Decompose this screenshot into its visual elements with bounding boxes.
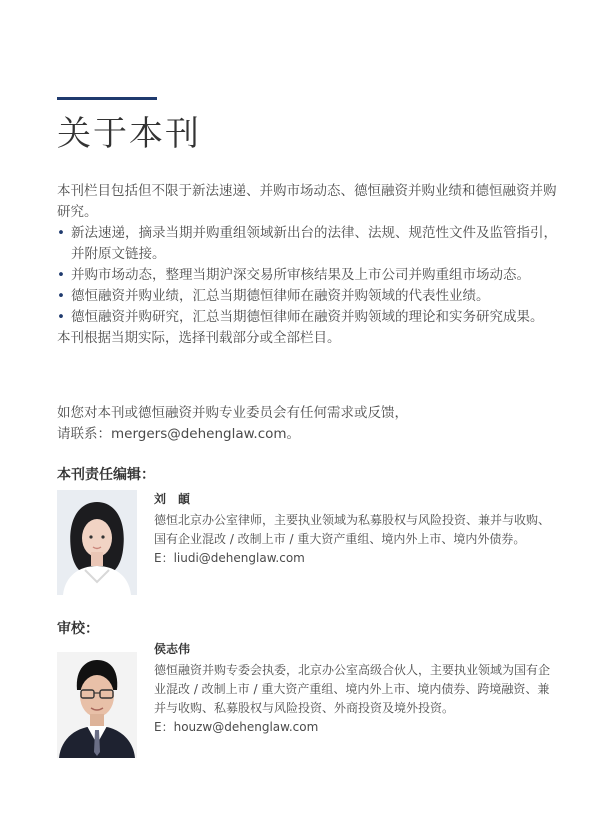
list-item — [57, 265, 557, 286]
intro-closing: 本刊根据当期实际，选择刊载部分或全部栏目。 — [57, 330, 341, 346]
intro-section — [57, 181, 557, 349]
intro-lead: 本刊栏目包括但不限于新法速递、并购市场动态、德恒融资并购业绩和德恒融资并购研究。 — [57, 183, 557, 220]
reviewer-info — [154, 640, 554, 737]
bullet-icon: • — [57, 309, 65, 325]
editor-email[interactable]: E：liudi@dehenglaw.com — [154, 551, 305, 565]
bullet-icon: • — [57, 267, 65, 283]
reviewer-bio: 德恒融资并购专委会执委，北京办公室高级合伙人，主要执业领域为国有企业混改 / 改制上市 / 重大资产重组、境内外上市、境内债券、跨境融资、兼并与收购、私募股权与风险投资、外商投资及境外投资。 — [154, 663, 551, 715]
list-item-text: 新法速递，摘录当期并购重组领域新出台的法律、法规、规范性文件及监管指引，并附原文链接。 — [71, 225, 557, 262]
contact-line-1: 如您对本刊或德恒融资并购专业委员会有任何需求或反馈， — [57, 405, 408, 421]
list-item — [57, 286, 557, 307]
editor-photo — [57, 490, 137, 595]
editor-bio: 德恒北京办公室律师，主要执业领域为私募股权与风险投资、兼并与收购、国有企业混改 / 改制上市 / 重大资产重组、境内外上市、境内外债券。 — [154, 513, 551, 546]
bullet-icon: • — [57, 225, 65, 241]
reviewer-email[interactable]: E：houzw@dehenglaw.com — [154, 720, 319, 734]
title-accent-bar — [57, 97, 157, 100]
page-title: 关于本刊 — [57, 114, 201, 154]
reviewer-name: 侯志伟 — [154, 642, 191, 656]
list-item — [57, 307, 557, 328]
reviewer-photo — [57, 652, 137, 758]
list-item-text: 并购市场动态，整理当期沪深交易所审核结果及上市公司并购重组市场动态。 — [71, 267, 530, 283]
list-item-text: 德恒融资并购业绩，汇总当期德恒律师在融资并购领域的代表性业绩。 — [71, 288, 490, 304]
reviewer-heading: 审校： — [57, 621, 99, 637]
editor-name: 刘 頔 — [154, 492, 191, 506]
editor-heading: 本刊责任编辑： — [57, 467, 155, 483]
column-list — [57, 223, 557, 328]
contact-section — [57, 403, 557, 445]
contact-line-2[interactable]: 请联系：mergers@dehenglaw.com。 — [57, 426, 301, 442]
bullet-icon: • — [57, 288, 65, 304]
list-item-text: 德恒融资并购研究，汇总当期德恒律师在融资并购领域的理论和实务研究成果。 — [71, 309, 544, 325]
editor-info — [154, 490, 554, 568]
list-item — [57, 223, 557, 265]
